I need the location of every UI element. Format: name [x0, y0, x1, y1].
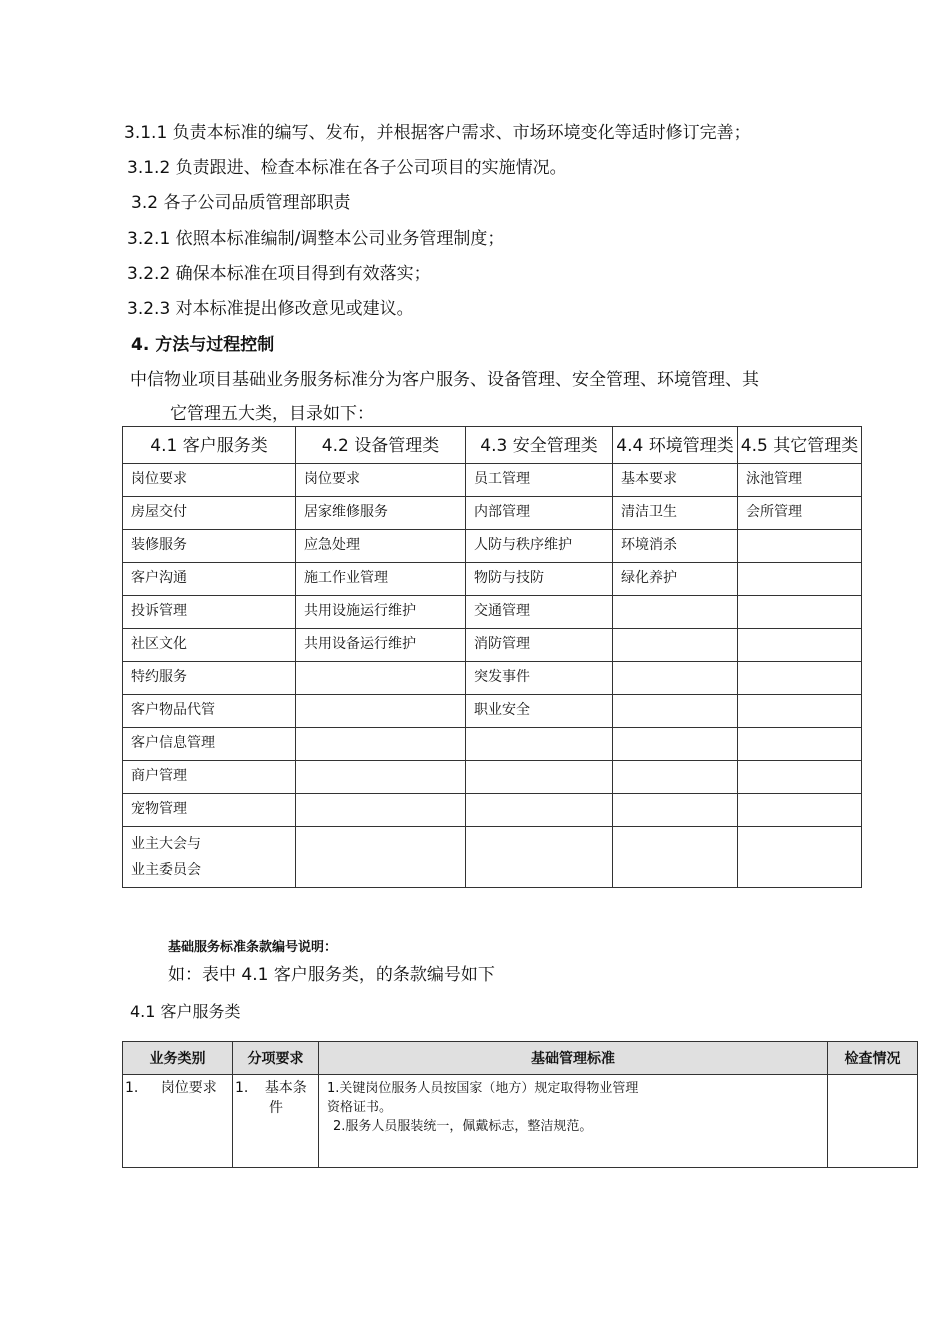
table-cell: 内部管理 [466, 497, 613, 530]
table-row [123, 728, 862, 761]
table-cell [296, 794, 466, 827]
table-cell [738, 596, 862, 629]
table-cell [296, 827, 466, 888]
table-cell [738, 563, 862, 596]
table-cell: 突发事件 [466, 662, 613, 695]
table-row [123, 629, 862, 662]
category-table-body [123, 464, 862, 888]
table-row [123, 530, 862, 563]
standard-table [122, 1041, 918, 1168]
table-cell: 装修服务 [123, 530, 296, 563]
table-cell: 职业安全 [466, 695, 613, 728]
table-row [123, 695, 862, 728]
table-row [123, 827, 862, 888]
table-cell [613, 794, 738, 827]
table-cell: 社区文化 [123, 629, 296, 662]
header-other: 4.5 其它管理类 [738, 427, 862, 464]
table-cell [296, 761, 466, 794]
table-cell [738, 728, 862, 761]
category-label: 岗位要求 [160, 1080, 217, 1096]
table-cell: 商户管理 [123, 761, 296, 794]
table-cell: 环境消杀 [613, 530, 738, 563]
table-cell: 物防与技防 [466, 563, 613, 596]
table-row [123, 662, 862, 695]
table-cell: 清洁卫生 [613, 497, 738, 530]
numbering-note-title: 基础服务标准条款编号说明： [168, 940, 338, 955]
header-basic-standard: 基础管理标准 [319, 1042, 828, 1075]
table-cell: 房屋交付 [123, 497, 296, 530]
category-table-header [123, 427, 862, 464]
numbering-note-example: 如：表中 4.1 客户服务类，的条款编号如下 [168, 965, 495, 985]
standard-line2: 资格证书。 [327, 1100, 393, 1115]
last-row-line1: 业主大会与 [131, 836, 201, 852]
table-cell [738, 794, 862, 827]
category-table [122, 426, 862, 888]
table-cell [466, 761, 613, 794]
table-row [123, 464, 862, 497]
table-row [123, 563, 862, 596]
sub-label-line1: 基本条 [264, 1080, 307, 1096]
table-cell [738, 761, 862, 794]
table-cell: 客户沟通 [123, 563, 296, 596]
table-cell [738, 827, 862, 888]
header-environment: 4.4 环境管理类 [613, 427, 738, 464]
table-cell: 共用设备运行维护 [296, 629, 466, 662]
section-4-intro-line1: 中信物业项目基础业务服务标准分为客户服务、设备管理、安全管理、环境管理、其 [130, 370, 759, 390]
section-4-heading: 4. 方法与过程控制 [131, 335, 275, 355]
table-cell [296, 695, 466, 728]
table-cell: 消防管理 [466, 629, 613, 662]
table-cell [738, 695, 862, 728]
table-cell: 岗位要求 [123, 464, 296, 497]
last-row-line2: 业主委员会 [131, 862, 201, 878]
table-cell [319, 1075, 828, 1168]
table-cell: 居家维修服务 [296, 497, 466, 530]
table-cell [466, 827, 613, 888]
table-row [123, 596, 862, 629]
clause-3-1-1: 3.1.1 负责本标准的编写、发布，并根据客户需求、市场环境变化等适时修订完善； [124, 123, 751, 143]
table-cell [613, 629, 738, 662]
table-cell [613, 728, 738, 761]
table-cell: 绿化养护 [613, 563, 738, 596]
clause-3-1-2: 3.1.2 负责跟进、检查本标准在各子公司项目的实施情况。 [127, 158, 567, 178]
table-cell: 特约服务 [123, 662, 296, 695]
section-4-1-label: 4.1 客户服务类 [130, 1002, 241, 1021]
category-number: 1. [125, 1080, 139, 1096]
standard-line1: 1.关键岗位服务人员按国家（地方）规定取得物业管理 [327, 1081, 639, 1096]
table-cell [466, 794, 613, 827]
header-business-category: 业务类别 [123, 1042, 233, 1075]
table-row [123, 794, 862, 827]
section-4-intro-line2: 它管理五大类，目录如下： [170, 404, 374, 424]
table-cell [466, 728, 613, 761]
table-row [123, 761, 862, 794]
table-cell: 岗位要求 [296, 464, 466, 497]
table-cell [613, 827, 738, 888]
table-cell: 施工作业管理 [296, 563, 466, 596]
table-cell [613, 761, 738, 794]
table-cell: 宠物管理 [123, 794, 296, 827]
table-cell [296, 728, 466, 761]
table-cell: 投诉管理 [123, 596, 296, 629]
table-cell [738, 662, 862, 695]
clause-3-2-3: 3.2.3 对本标准提出修改意见或建议。 [127, 299, 414, 319]
table-cell [296, 662, 466, 695]
table-cell [738, 530, 862, 563]
table-cell: 客户信息管理 [123, 728, 296, 761]
table-cell [123, 1075, 233, 1168]
clause-3-2-2: 3.2.2 确保本标准在项目得到有效落实； [127, 264, 431, 284]
table-cell: 会所管理 [738, 497, 862, 530]
standard-table-header [123, 1042, 918, 1075]
standard-line3: 2.服务人员服装统一，佩戴标志，整洁规范。 [333, 1119, 593, 1134]
table-row [123, 497, 862, 530]
header-security: 4.3 安全管理类 [466, 427, 613, 464]
table-cell [613, 596, 738, 629]
table-cell: 共用设施运行维护 [296, 596, 466, 629]
table-cell [123, 827, 296, 888]
inspection-cell [828, 1075, 918, 1168]
table-cell [613, 662, 738, 695]
sub-number: 1. [235, 1080, 249, 1096]
table-row [123, 1075, 918, 1168]
clause-3-2: 3.2 各子公司品质管理部职责 [131, 193, 351, 213]
table-cell: 交通管理 [466, 596, 613, 629]
table-cell [738, 629, 862, 662]
table-cell: 应急处理 [296, 530, 466, 563]
header-customer-service: 4.1 客户服务类 [123, 427, 296, 464]
table-cell: 人防与秩序维护 [466, 530, 613, 563]
header-inspection: 检查情况 [828, 1042, 918, 1075]
table-cell: 员工管理 [466, 464, 613, 497]
table-cell: 基本要求 [613, 464, 738, 497]
header-equipment: 4.2 设备管理类 [296, 427, 466, 464]
table-cell [613, 695, 738, 728]
table-cell [233, 1075, 319, 1168]
table-cell: 泳池管理 [738, 464, 862, 497]
table-cell: 客户物品代管 [123, 695, 296, 728]
header-sub-requirement: 分项要求 [233, 1042, 319, 1075]
sub-label-line2: 件 [269, 1100, 283, 1116]
clause-3-2-1: 3.2.1 依照本标准编制/调整本公司业务管理制度； [127, 229, 505, 249]
